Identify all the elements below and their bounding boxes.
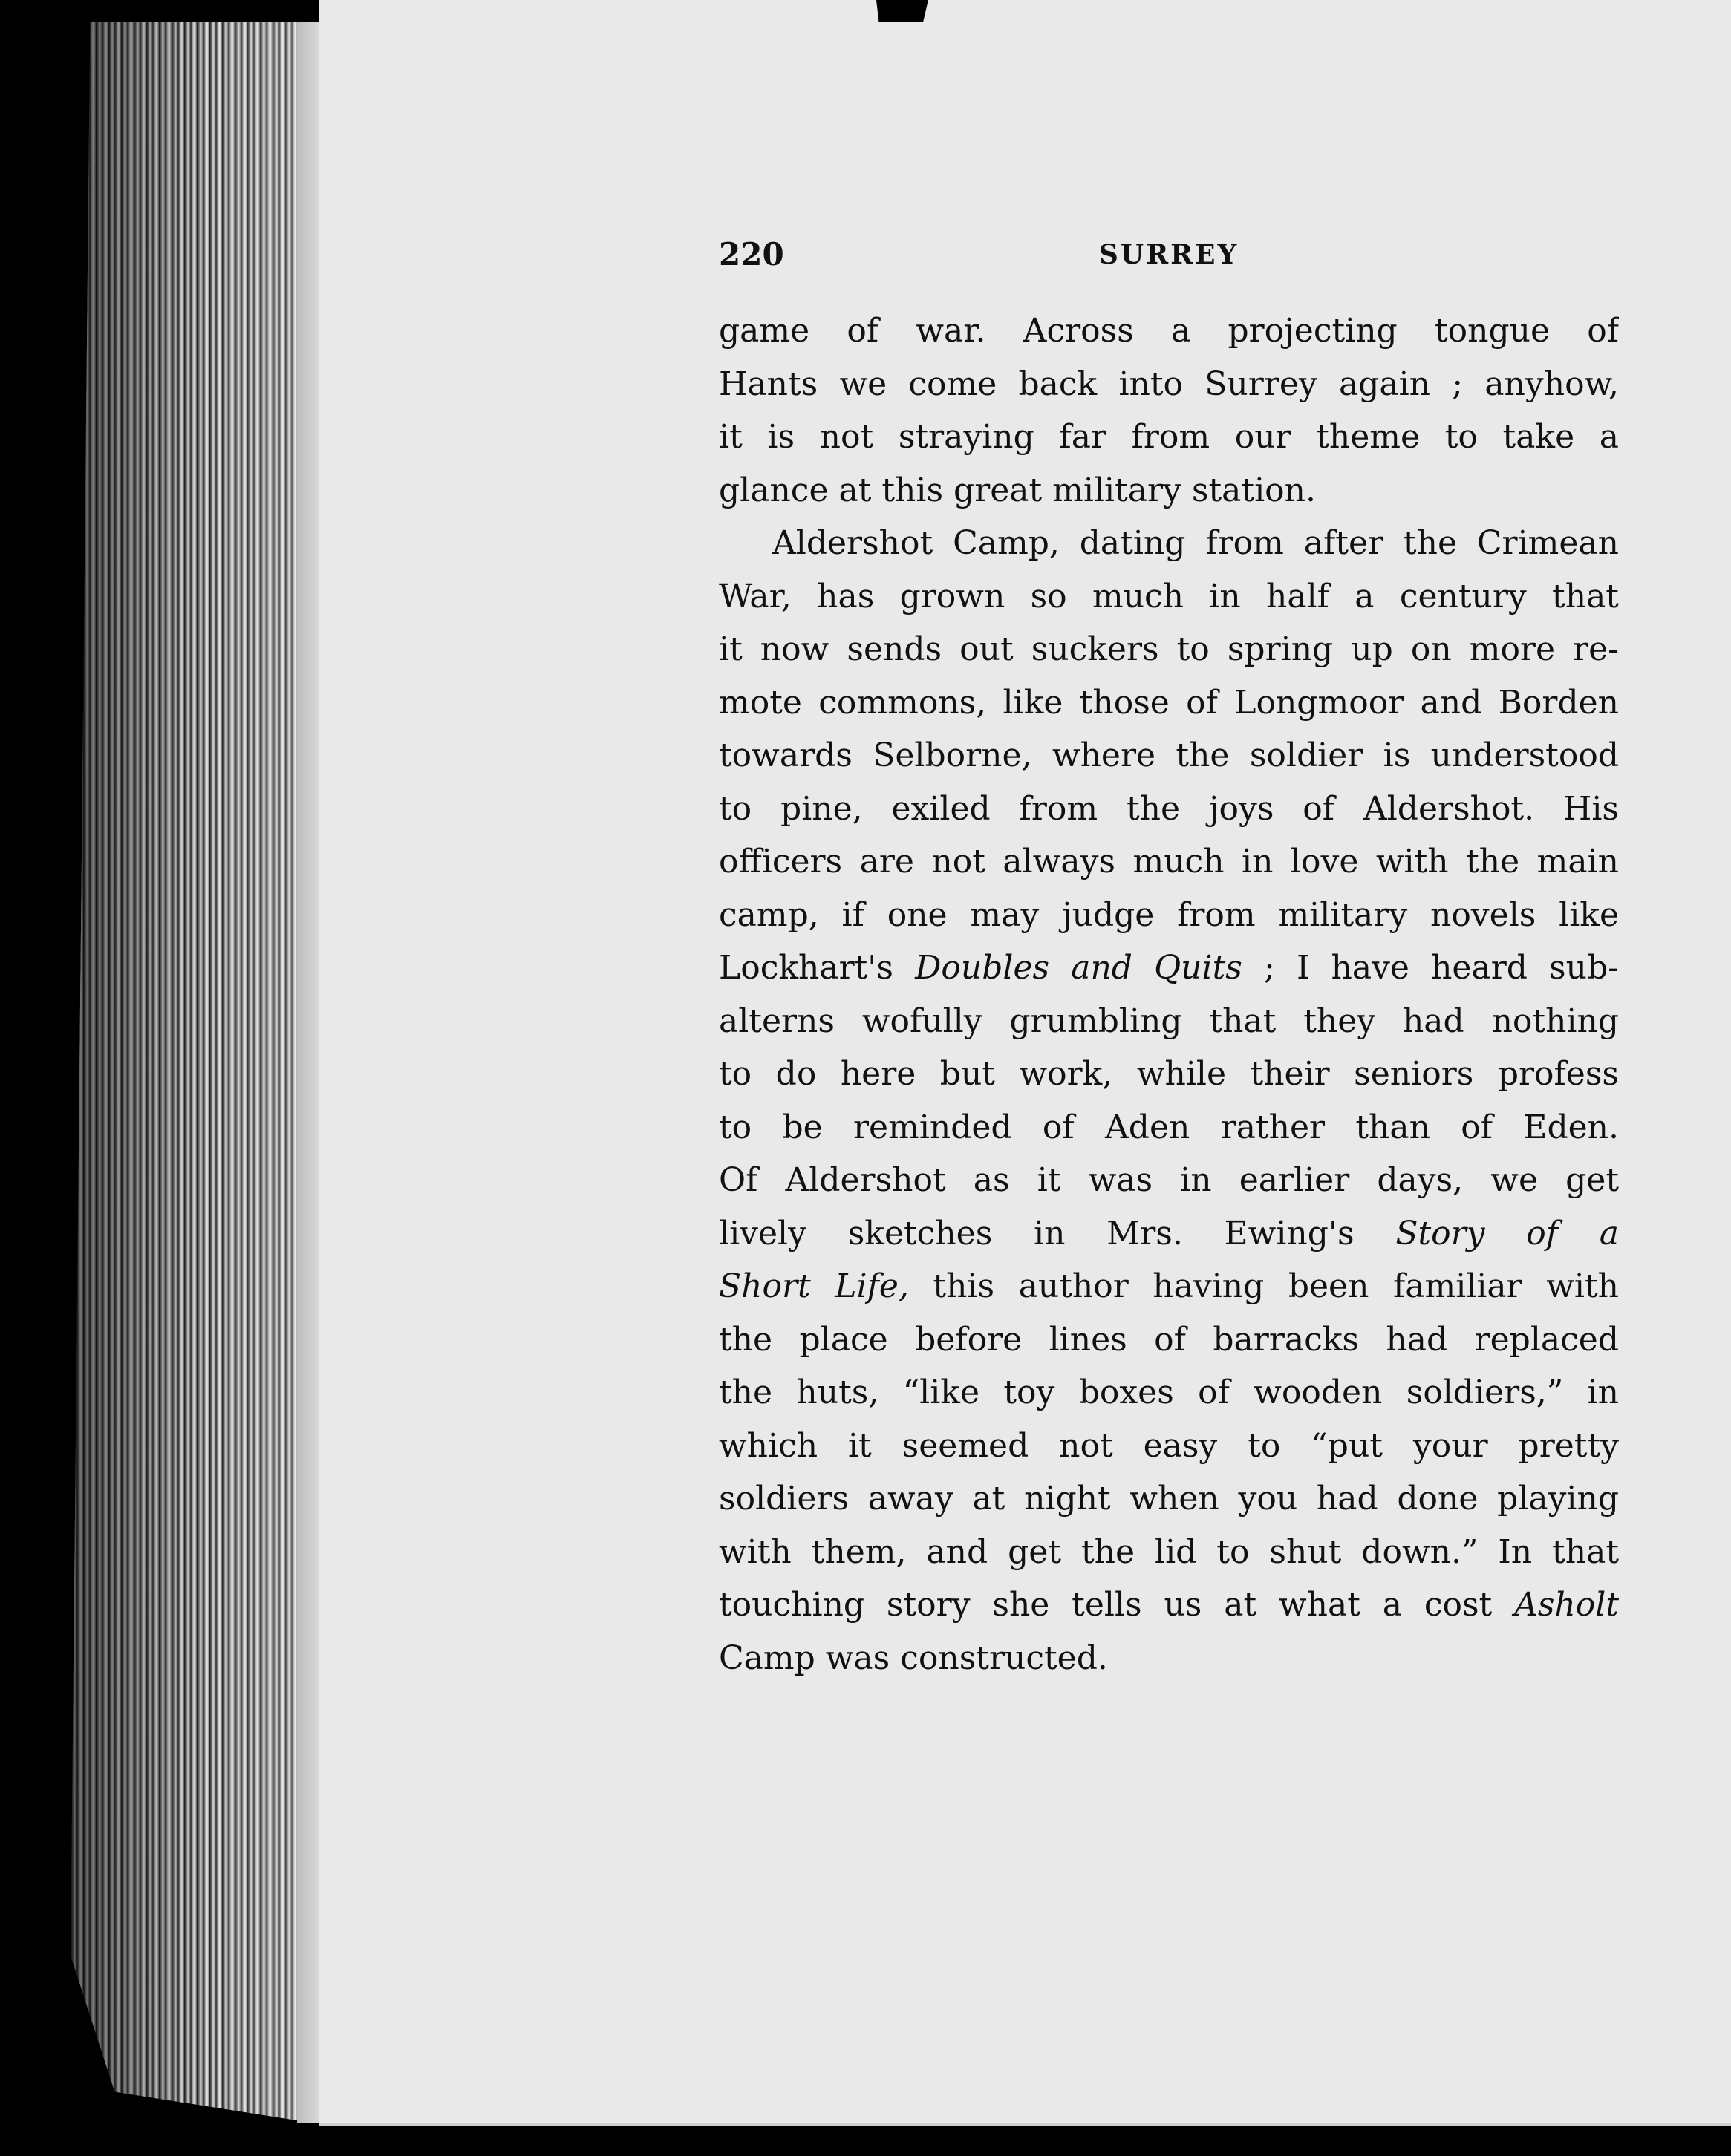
body-text <box>719 304 1619 1685</box>
text-line <box>719 676 1619 730</box>
text-line <box>719 1154 1619 1207</box>
text-run: alterns wofully grumbling that they had nothing <box>719 1002 1619 1040</box>
text-line <box>719 1472 1619 1526</box>
text-run: with them, and get the lid to shut down.” In that <box>719 1532 1619 1571</box>
text-line <box>719 517 1619 570</box>
text-run: officers are not always much in love with the main <box>719 843 1619 881</box>
text-run: ; I have heard sub- <box>1242 949 1619 987</box>
text-run: Lockhart's <box>719 949 916 987</box>
text-run: this author having been familiar with <box>908 1267 1619 1305</box>
text-line <box>719 835 1619 889</box>
text-run: Hants we come back into Surrey again ; anyhow, <box>719 365 1619 403</box>
text-line <box>719 1578 1619 1632</box>
text-run: to pine, exiled from the joys of Aldershot. His <box>719 789 1619 828</box>
text-line <box>719 729 1619 783</box>
text-run: the place before lines of barracks had replaced <box>719 1320 1619 1359</box>
top-notch <box>876 0 928 22</box>
text-line <box>719 889 1619 942</box>
text-run: Aldershot Camp, dating from after the Crimean <box>772 524 1619 562</box>
text-run: glance at this great military station. <box>719 471 1316 509</box>
text-line <box>719 783 1619 836</box>
text-run: game of war. Across a projecting tongue of <box>719 312 1619 350</box>
text-line <box>719 1632 1619 1685</box>
text-run: to do here but work, while their seniors profess <box>719 1055 1619 1093</box>
text-line <box>719 1420 1619 1473</box>
text-run: to be reminded of Aden rather than of Eden. <box>719 1108 1619 1146</box>
text-run: it is not straying far from our theme to take a <box>719 418 1619 456</box>
page-number: 220 <box>719 236 784 272</box>
text-run: lively sketches in Mrs. Ewing's <box>719 1214 1396 1252</box>
text-line <box>719 995 1619 1048</box>
running-head: SURREY <box>1098 239 1239 270</box>
text-line <box>719 1526 1619 1579</box>
text-run: camp, if one may judge from military novels like <box>719 895 1619 934</box>
text-run: War, has grown so much in half a century that <box>719 577 1619 615</box>
text-run: towards Selborne, where the soldier is understood <box>719 736 1619 774</box>
text-run: Of Aldershot as it was in earlier days, we get <box>719 1161 1619 1199</box>
place-name: Asholt <box>1514 1586 1619 1624</box>
text-line <box>719 623 1619 676</box>
book-title: Story of a <box>1395 1214 1619 1252</box>
book-title: Short Life, <box>719 1267 909 1305</box>
text-run: which it seemed not easy to “put your pretty <box>719 1426 1619 1465</box>
text-line <box>719 1101 1619 1154</box>
text-line <box>719 570 1619 624</box>
book-title: Doubles and Quits <box>915 949 1242 987</box>
text-run: the huts, “like toy boxes of wooden soldiers,” in <box>719 1373 1619 1411</box>
text-run: touching story she tells us at what a cost <box>719 1586 1515 1624</box>
text-line <box>719 1048 1619 1101</box>
text-line <box>719 464 1619 517</box>
page-header <box>719 236 1619 281</box>
text-line <box>719 358 1619 411</box>
page-edges <box>71 22 316 2123</box>
text-run: it now sends out suckers to spring up on more re- <box>719 630 1619 668</box>
text-line <box>719 1313 1619 1367</box>
text-line <box>719 411 1619 464</box>
text-run: soldiers away at night when you had done playing <box>719 1480 1619 1518</box>
text-line <box>719 304 1619 358</box>
text-line <box>719 1207 1619 1261</box>
text-run: mote commons, like those of Longmoor and Borden <box>719 683 1619 722</box>
text-line <box>719 1366 1619 1420</box>
text-run: Camp was constructed. <box>719 1639 1108 1677</box>
text-line <box>719 1260 1619 1313</box>
text-line <box>719 941 1619 995</box>
